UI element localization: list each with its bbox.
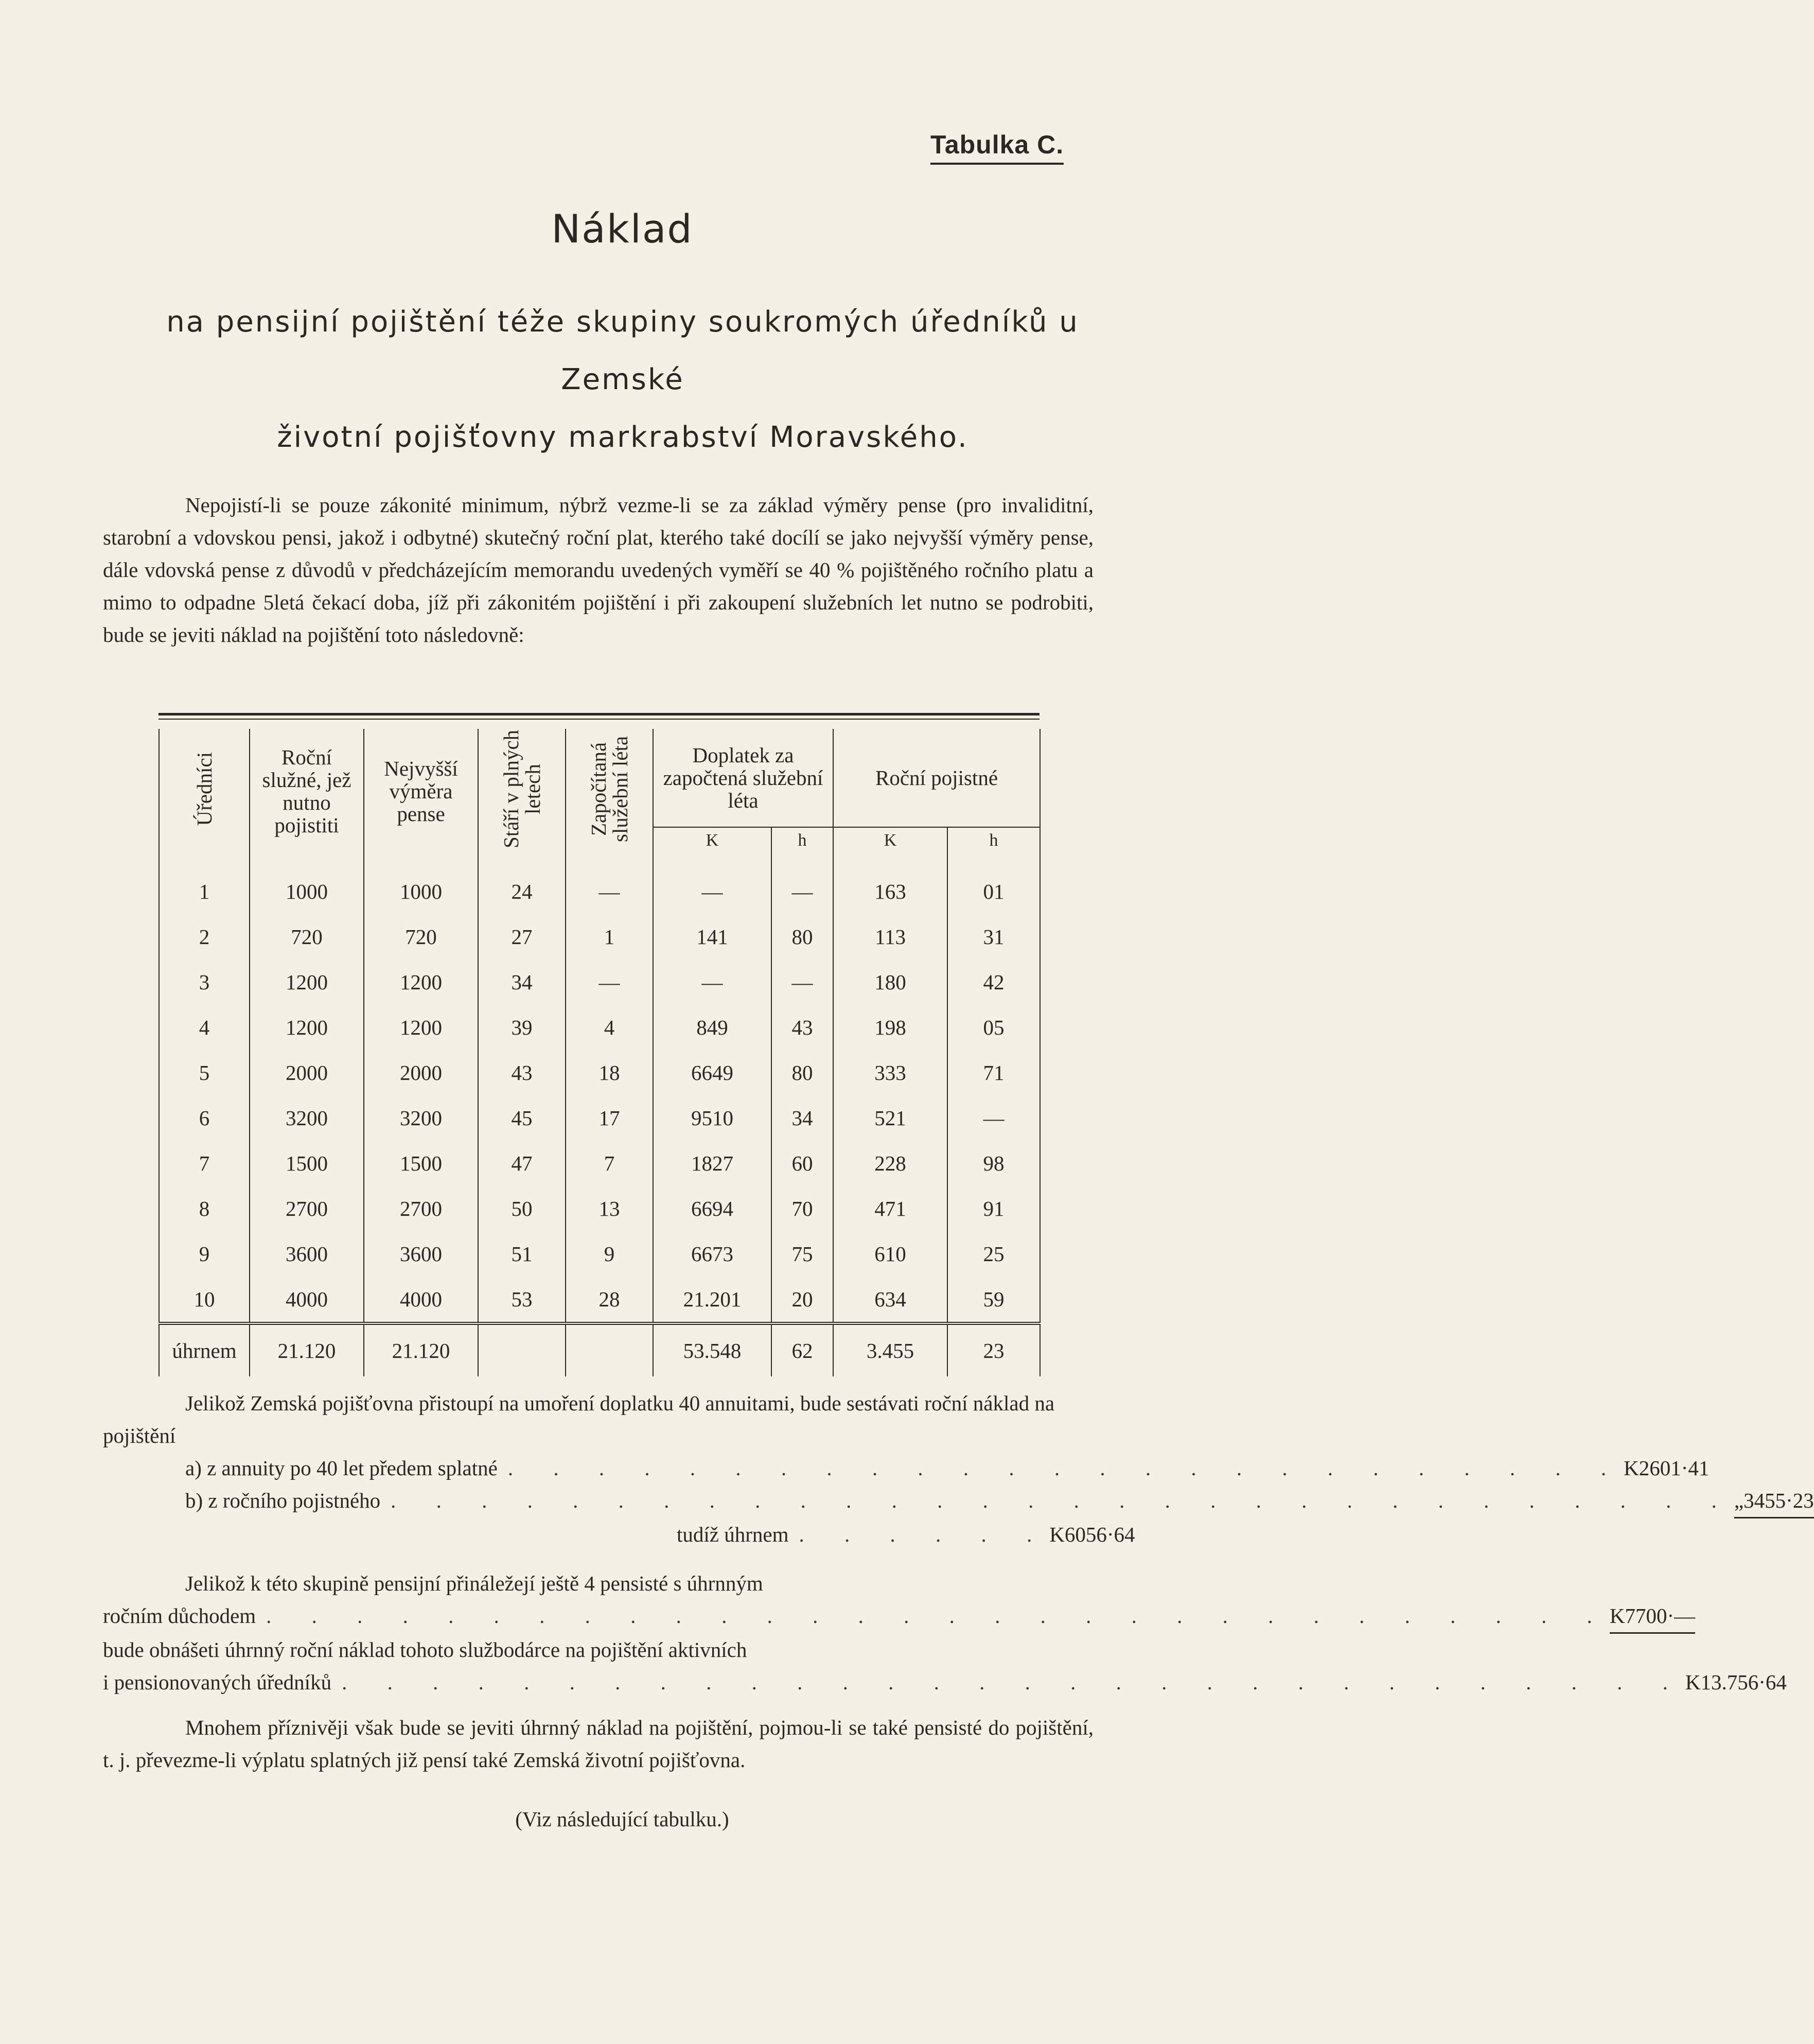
para2-line-1: Jelikož k této skupině pensijní přináležejí ještě 4 pensisté s úhrnným <box>185 1571 763 1595</box>
cell-clerk-no: 9 <box>159 1231 250 1277</box>
subtitle-line-1: na pensijní pojištění téže skupiny soukromých úředníků u Zemské <box>166 305 1079 396</box>
cell-premium-h: 91 <box>947 1186 1040 1231</box>
total-premium-h: 23 <box>947 1323 1040 1376</box>
cell-salary: 720 <box>250 914 364 959</box>
intro-paragraph <box>103 489 1094 651</box>
cell-premium-h: 25 <box>947 1231 1040 1277</box>
cell-premium-k: 333 <box>833 1050 947 1095</box>
cell-age: 39 <box>478 1005 566 1050</box>
cell-clerk-no: 3 <box>159 959 250 1005</box>
cell-premium-k: 180 <box>833 959 947 1005</box>
cell-supplement-k: 141 <box>653 914 771 959</box>
sum-currency: K <box>1049 1523 1065 1546</box>
cell-supplement-k: 21.201 <box>653 1277 771 1323</box>
cell-age: 45 <box>478 1095 566 1141</box>
subheader-h: h <box>771 827 833 853</box>
cell-age: 43 <box>478 1050 566 1095</box>
subheader-h: h <box>947 827 1040 853</box>
cell-salary: 1200 <box>250 959 364 1005</box>
leader-dots: . . . . . . . . . . . . . . . . . . . . . . . . . . . . . . <box>266 1604 1610 1628</box>
item-a-line <box>103 1452 1710 1484</box>
cell-supplement-h: 43 <box>771 1005 833 1050</box>
item-a-currency: K <box>1624 1456 1639 1480</box>
cell-supplement-k: 1827 <box>653 1141 771 1186</box>
cell-premium-h: 71 <box>947 1050 1040 1095</box>
cell-service-years: — <box>566 853 653 914</box>
cell-premium-k: 198 <box>833 1005 947 1050</box>
cell-supplement-k: — <box>653 959 771 1005</box>
cell-supplement-h: 34 <box>771 1095 833 1141</box>
page-title: Náklad <box>551 206 693 252</box>
cell-age: 51 <box>478 1231 566 1277</box>
cell-salary: 1200 <box>250 1005 364 1050</box>
cell-clerk-no: 7 <box>159 1141 250 1186</box>
leader-dots: . . . . . . . . . . . . . . . . . . . . . . . . . <box>507 1456 1624 1480</box>
item-b-currency: „ <box>1734 1489 1744 1512</box>
pensioners-block <box>103 1567 1787 1699</box>
header-supplement: Doplatek za započtená služební léta <box>653 729 833 827</box>
header-service-years: Započítaná služební léta <box>566 729 653 853</box>
cell-age: 24 <box>478 853 566 914</box>
cell-supplement-k: 9510 <box>653 1095 771 1141</box>
cell-salary: 4000 <box>250 1277 364 1323</box>
cell-premium-k: 521 <box>833 1095 947 1141</box>
cell-clerk-no: 4 <box>159 1005 250 1050</box>
cell-premium-k: 471 <box>833 1186 947 1231</box>
para2-value: 7700·— <box>1625 1604 1696 1628</box>
cell-max-pension: 1200 <box>364 1005 478 1050</box>
cell-premium-h: 42 <box>947 959 1040 1005</box>
total-max-pension: 21.120 <box>364 1323 478 1376</box>
cell-service-years: 18 <box>566 1050 653 1095</box>
para3-line-1: bude obnášeti úhrnný roční náklad tohoto službodárce na pojištění aktivních <box>103 1638 747 1662</box>
cell-premium-h: 98 <box>947 1141 1040 1186</box>
cell-clerk-no: 8 <box>159 1186 250 1231</box>
cell-premium-h: 31 <box>947 914 1040 959</box>
cell-service-years: 1 <box>566 914 653 959</box>
total-salary: 21.120 <box>250 1323 364 1376</box>
cell-age: 27 <box>478 914 566 959</box>
cost-summary <box>103 1387 1814 1551</box>
cell-supplement-k: 6694 <box>653 1186 771 1231</box>
cell-service-years: 28 <box>566 1277 653 1323</box>
cell-supplement-h: — <box>771 959 833 1005</box>
subheader-k: K <box>833 827 947 853</box>
table-row <box>159 853 1040 914</box>
table-row <box>159 1005 1040 1050</box>
header-annual-premium: Roční pojistné <box>833 729 1040 827</box>
cell-service-years: — <box>566 959 653 1005</box>
header-max-pension: Nejvyšší výměra pense <box>364 729 478 853</box>
cell-max-pension: 2700 <box>364 1186 478 1231</box>
cell-clerk-no: 6 <box>159 1095 250 1141</box>
table-row <box>159 1050 1040 1095</box>
cell-max-pension: 2000 <box>364 1050 478 1095</box>
cell-salary: 3200 <box>250 1095 364 1141</box>
cell-max-pension: 1500 <box>364 1141 478 1186</box>
cell-salary: 2700 <box>250 1186 364 1231</box>
intro-text: Nepojistí-li se pouze zákonité minimum, nýbrž vezme-li se za základ výměry pense (pro invaliditní, starobní a vdovskou pensi, jakož i odbytné) skutečný roční plat, kterého také docílí se jako nejvyšší výměry pense, dále vdovská pense z důvodů v předcházejícím memorandu uvedených vyměří se 40 % pojištěného ročního platu a mimo to odpadne 5letá čekací doba, jíž při zákonitém pojištění i při zakoupení služebních let nutno se podrobiti, bude se jeviti náklad na pojištění toto následovně: <box>103 493 1094 647</box>
total-supplement-k: 53.548 <box>653 1323 771 1376</box>
total-supplement-h: 62 <box>771 1323 833 1376</box>
cell-premium-k: 163 <box>833 853 947 914</box>
cell-salary: 3600 <box>250 1231 364 1277</box>
cell-service-years: 7 <box>566 1141 653 1186</box>
sum-value: 6056·64 <box>1064 1523 1135 1546</box>
header-salary: Roční služné, jež nutno pojistiti <box>250 729 364 853</box>
page-label: Tabulka C. <box>930 130 1064 165</box>
cell-premium-h: 59 <box>947 1277 1040 1323</box>
cell-supplement-k: 849 <box>653 1005 771 1050</box>
cell-supplement-h: 20 <box>771 1277 833 1323</box>
cell-supplement-k: 6673 <box>653 1231 771 1277</box>
cost-table <box>158 729 1041 1376</box>
table-top-rule-thin <box>158 719 1040 720</box>
header-clerks: Úředníci <box>159 729 250 853</box>
footer-note: (Viz následující tabulku.) <box>515 1807 729 1831</box>
cell-supplement-h: 60 <box>771 1141 833 1186</box>
cell-max-pension: 1200 <box>364 959 478 1005</box>
cell-service-years: 17 <box>566 1095 653 1141</box>
cell-max-pension: 4000 <box>364 1277 478 1323</box>
table-row <box>159 1277 1040 1323</box>
cell-premium-k: 610 <box>833 1231 947 1277</box>
cell-service-years: 13 <box>566 1186 653 1231</box>
table-row <box>159 1095 1040 1141</box>
cell-supplement-h: 70 <box>771 1186 833 1231</box>
table-row <box>159 1186 1040 1231</box>
cell-max-pension: 720 <box>364 914 478 959</box>
cell-max-pension: 3200 <box>364 1095 478 1141</box>
subheader-k: K <box>653 827 771 853</box>
cell-clerk-no: 2 <box>159 914 250 959</box>
cell-premium-k: 113 <box>833 914 947 959</box>
cell-supplement-h: 80 <box>771 1050 833 1095</box>
closing-paragraph <box>103 1711 1094 1776</box>
table-row <box>159 959 1040 1005</box>
total-premium-k: 3.455 <box>833 1323 947 1376</box>
cell-premium-h: 01 <box>947 853 1040 914</box>
subtitle-line-2: životní pojišťovny markrabství Moravského. <box>277 421 968 454</box>
cell-max-pension: 1000 <box>364 853 478 914</box>
cell-premium-h: — <box>947 1095 1040 1141</box>
para2-label: ročním důchodem <box>103 1604 256 1628</box>
total-service-years <box>566 1323 653 1376</box>
sum-label: tudíž úhrnem <box>677 1523 789 1546</box>
item-a-label: a) z annuity po 40 let předem splatné <box>185 1456 498 1480</box>
para3-value: 13.756·64 <box>1700 1670 1787 1694</box>
para3-label: i pensionovaných úředníků <box>103 1670 332 1694</box>
item-b-label: b) z ročního pojistného <box>185 1489 381 1512</box>
cell-supplement-k: — <box>653 853 771 914</box>
para3-line-2 <box>103 1666 1787 1699</box>
cell-clerk-no: 1 <box>159 853 250 914</box>
cell-clerk-no: 5 <box>159 1050 250 1095</box>
sum-line <box>103 1518 1135 1551</box>
para2-currency: K <box>1609 1604 1625 1628</box>
para3-currency: K <box>1685 1670 1701 1694</box>
cell-supplement-h: 80 <box>771 914 833 959</box>
cell-service-years: 4 <box>566 1005 653 1050</box>
total-age <box>478 1323 566 1376</box>
para2-line-2 <box>103 1600 1696 1634</box>
cell-salary: 1500 <box>250 1141 364 1186</box>
cell-premium-k: 634 <box>833 1277 947 1323</box>
cell-service-years: 9 <box>566 1231 653 1277</box>
cell-age: 34 <box>478 959 566 1005</box>
leader-dots: . . . . . . . . . . . . . . . . . . . . . . . . . . . . . . <box>342 1670 1685 1694</box>
cell-premium-h: 05 <box>947 1005 1040 1050</box>
leader-dots: . . . . . . . . . . . . . . . . . . . . . . . . . . . . . . <box>391 1489 1734 1512</box>
table-row <box>159 914 1040 959</box>
table-row <box>159 1231 1040 1277</box>
item-a-value: 2601·41 <box>1639 1456 1710 1480</box>
cell-supplement-h: — <box>771 853 833 914</box>
table-body <box>159 853 1040 1323</box>
table-top-rule <box>158 713 1040 715</box>
cell-max-pension: 3600 <box>364 1231 478 1277</box>
cell-supplement-k: 6649 <box>653 1050 771 1095</box>
item-b-value: 3455·23 <box>1743 1489 1814 1512</box>
para4: Mnohem příznivěji však bude se jeviti úhrnný náklad na pojištění, pojmou-li se také pensisté do pojištění, t. j. převezme-li výplatu splatných již pensí také Zemská životní pojišťovna. <box>103 1716 1094 1772</box>
leader-dots: . . . . . . <box>799 1523 1050 1546</box>
item-b-line <box>103 1484 1814 1518</box>
cell-premium-k: 228 <box>833 1141 947 1186</box>
summary-paragraph-1: Jelikož Zemská pojišťovna přistoupí na umoření doplatku 40 annuitami, bude sestávati roční náklad na pojištění <box>103 1391 1055 1447</box>
table-total-row <box>159 1323 1040 1376</box>
cell-age: 47 <box>478 1141 566 1186</box>
cost-table-wrapper <box>158 713 1040 1376</box>
cell-supplement-h: 75 <box>771 1231 833 1277</box>
cell-salary: 1000 <box>250 853 364 914</box>
total-clerk-no: úhrnem <box>159 1323 250 1376</box>
header-age: Stáří v plných letech <box>478 729 566 853</box>
table-row <box>159 1141 1040 1186</box>
cell-clerk-no: 10 <box>159 1277 250 1323</box>
cell-age: 53 <box>478 1277 566 1323</box>
page-subtitle <box>103 293 1142 466</box>
cell-salary: 2000 <box>250 1050 364 1095</box>
cell-age: 50 <box>478 1186 566 1231</box>
